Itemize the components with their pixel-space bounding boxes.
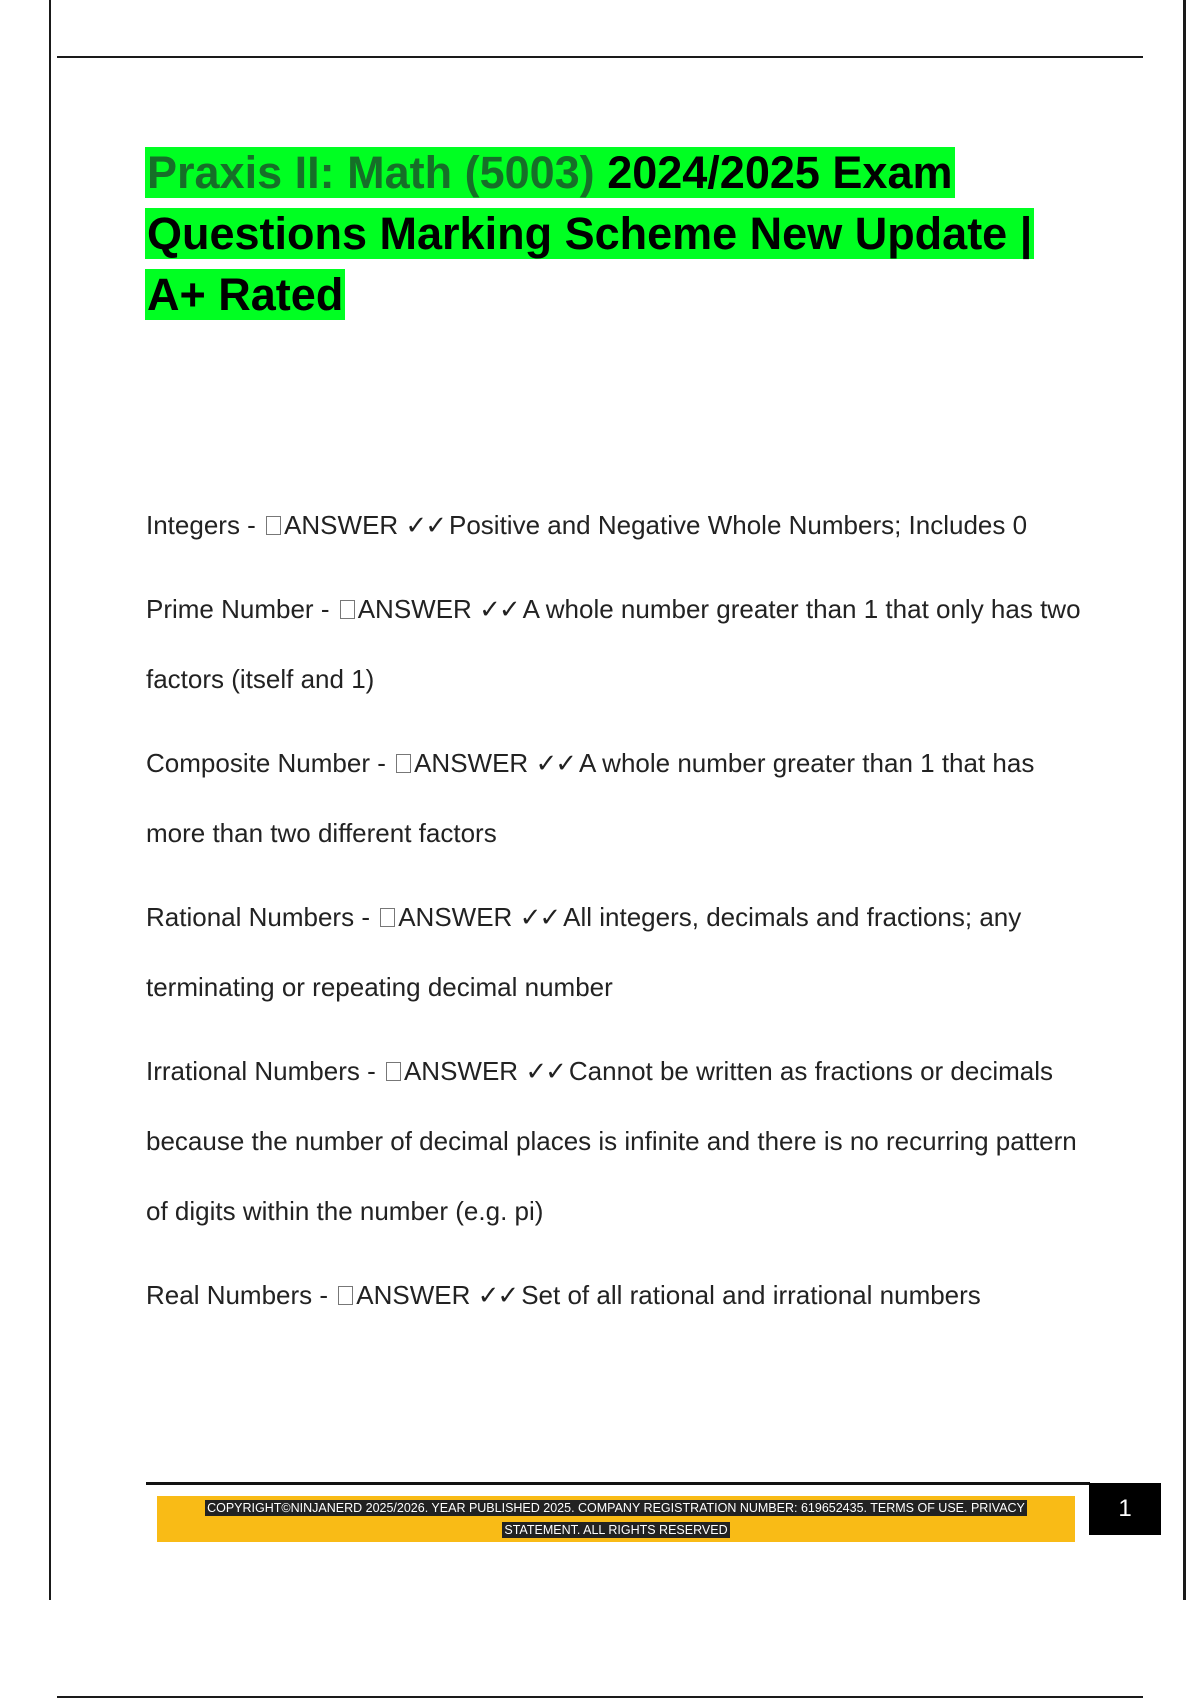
qa-separator: - — [354, 902, 378, 932]
next-page-rule — [57, 1696, 1143, 1698]
checkbox-glyph-icon — [386, 1062, 401, 1081]
header-rule — [57, 56, 1143, 58]
check-marks-icon: ✓✓ — [535, 748, 576, 778]
qa-separator: - — [359, 1056, 383, 1086]
qa-separator: - — [313, 594, 337, 624]
qa-list — [146, 490, 1086, 1344]
title-part-1: Praxis II: Math (5003) — [147, 147, 608, 198]
title-part-2: 2024/2025 Exam Questions Marking Scheme New Update | A+ Rated — [147, 147, 1033, 320]
qa-term: Composite Number — [146, 748, 370, 778]
check-marks-icon: ✓✓ — [479, 594, 519, 624]
qa-separator: - — [312, 1280, 336, 1310]
qa-term: Rational Numbers — [146, 902, 355, 932]
footer-rule — [146, 1482, 1090, 1485]
document-title — [145, 142, 1085, 325]
qa-item-irrational-numbers — [146, 1036, 1086, 1246]
answer-label: ANSWER — [398, 902, 513, 932]
qa-separator: - — [369, 748, 394, 778]
qa-item-composite-number — [146, 728, 1086, 868]
qa-term: Real Numbers — [146, 1280, 313, 1310]
answer-label: ANSWER — [284, 510, 399, 540]
checkbox-glyph-icon — [380, 908, 395, 927]
checkbox-glyph-icon — [340, 600, 355, 619]
checkbox-glyph-icon — [338, 1286, 353, 1305]
qa-definition: A whole number greater than 1 that has more than two different factors — [146, 748, 1035, 848]
qa-term: Irrational Numbers — [146, 1056, 360, 1086]
qa-item-prime-number — [146, 574, 1086, 714]
answer-label: ANSWER — [357, 594, 472, 624]
answer-label: ANSWER — [414, 748, 529, 778]
qa-item-real-numbers — [146, 1260, 1086, 1330]
qa-definition: Set of all rational and irrational numbers — [521, 1280, 981, 1310]
qa-definition: Positive and Negative Whole Numbers; Includes 0 — [449, 510, 1028, 540]
check-marks-icon: ✓✓ — [525, 1056, 565, 1086]
page-right-border — [1183, 0, 1186, 1600]
qa-definition: All integers, decimals and fractions; any terminating or repeating decimal number — [146, 902, 1022, 1002]
answer-label: ANSWER — [403, 1056, 519, 1086]
footer-copyright-text: COPYRIGHT©NINJANERD 2025/2026. YEAR PUBLISHED 2025. COMPANY REGISTRATION NUMBER: 619652435. TERMS OF USE. PRIVACY STATEMENT. ALL RIGHTS RESERVED — [207, 1501, 1025, 1537]
page-number: 1 — [1089, 1483, 1161, 1535]
answer-label: ANSWER — [356, 1280, 471, 1310]
qa-definition: Cannot be written as fractions or decimals because the number of decimal places is infinite and there is no recurring pattern of digits within the number (e.g. pi) — [146, 1056, 1077, 1226]
qa-separator: - — [239, 510, 264, 540]
page-left-border — [49, 0, 51, 1600]
check-marks-icon: ✓✓ — [477, 1280, 518, 1310]
check-marks-icon: ✓✓ — [519, 902, 560, 932]
check-marks-icon: ✓✓ — [405, 510, 445, 540]
checkbox-glyph-icon — [266, 516, 281, 535]
footer-copyright — [171, 1497, 1061, 1541]
footer-copyright-bar — [157, 1496, 1075, 1542]
qa-item-integers — [146, 490, 1086, 560]
qa-definition: A whole number greater than 1 that only has two factors (itself and 1) — [146, 594, 1081, 694]
checkbox-glyph-icon — [396, 754, 411, 773]
qa-term: Prime Number — [146, 594, 314, 624]
qa-item-rational-numbers — [146, 882, 1086, 1022]
qa-term: Integers — [146, 510, 240, 540]
